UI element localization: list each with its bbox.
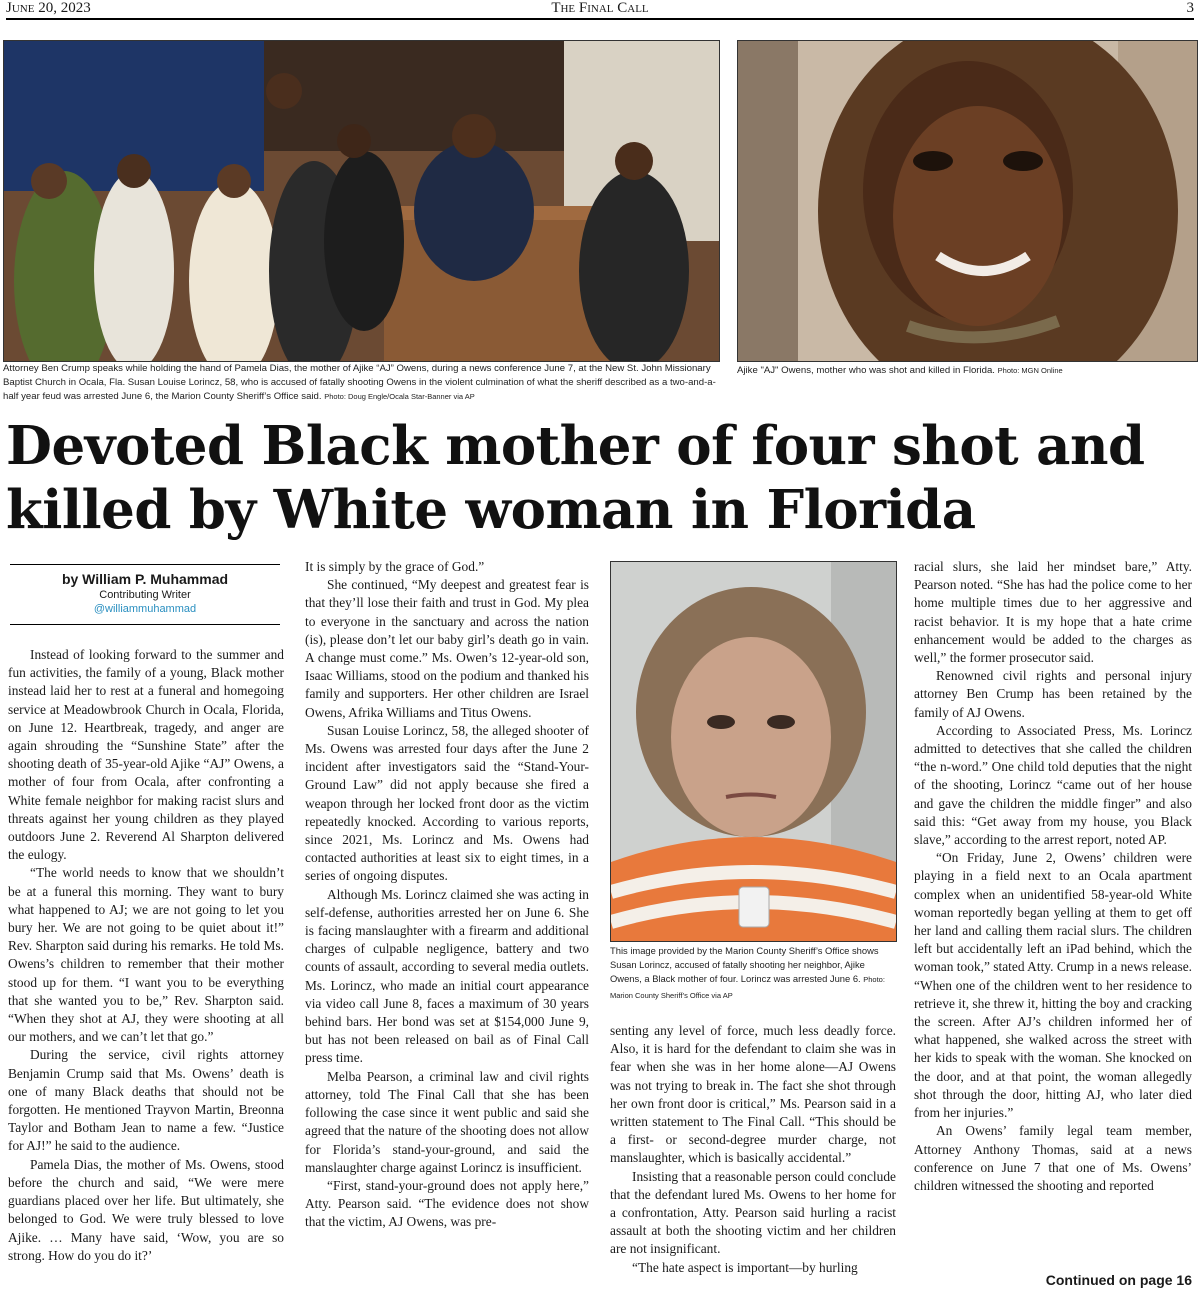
paragraph: Although Ms. Lorincz claimed she was acting in self-defense, authorities arrested her on June 6. She is facing manslaughter with a firearm and additional charges of culpable negligence, battery and two counts of assault, according to several media outlets. Ms. Lorincz, who made an initial court appearance via video call June 8, faces a maximum of 30 years behind bars. Her bond was set at $154,000 June 9, but has not been released on bail as of Final Call press time. [305,886,589,1066]
masthead [6,0,1194,20]
author-handle: @williammuhammad [93,603,197,615]
article-column-4 [914,558,1192,1195]
paragraph: It is simply by the grace of God.” [305,559,485,574]
paragraph: Insisting that a reasonable person could conclude that the defendant lured Ms. Owens to her home for a confrontation, Atty. Pearson said hurling a racist assault at both the shooting victim and her children are not insignificant. [610,1168,896,1257]
portrait-photo [737,40,1198,362]
press-conference-photo [3,40,720,362]
photo-credit: Photo: MGN Online [997,366,1063,375]
author-name: by William P. Muhammad [61,571,229,587]
photo-credit: Photo: Marion County Sheriff’s Office via AP [610,975,885,1000]
issue-date: June 20, 2023 [6,0,91,16]
paragraph: According to Associated Press, Ms. Lorincz admitted to detectives that she called the children “the n-word.” One child told deputies that the night of the shooting, Lorincz “came out of her house and gave the children the middle finger” and also said this: “Get away from my house, you Black slave,” according to the arrest report, noted AP. [914,722,1192,848]
paragraph: “The hate aspect is important—by hurling [632,1259,858,1275]
paragraph: She continued, “My deepest and greatest fear is that they’ll lose their faith and trust in God. My plea to everyone in the sanctuary and across the nation (is), please don’t let our baby girl’s death go in vain. A change must come.” Ms. Owen’s 12-year-old son, Isaac Williams, stood on the podium and thanked his family and supporters. Her other children are Israel Owens, Afrika Williams and Titus Owens. [305,577,589,720]
paragraph: senting any level of force, much less deadly force. Also, it is hard for the defendant to claim she was in fear when she was in her home alone—AJ Owens was not trying to break in. The fact she shot through her own front door is critical,” Ms. Pearson said in a written statement to The Final Call. “This should be a first- or second-degree murder charge, not manslaughter, which is basically accidental.” [610,1023,896,1166]
press-conference-caption [3,362,718,404]
author-role: Contributing Writer [99,589,191,601]
photo-credit: Photo: Doug Engle/Ocala Star-Banner via AP [324,392,475,401]
paragraph: “The world needs to know that we shouldn’t be at a funeral this morning. They want to bury what happened to AJ; we are not going to let you bury her. We are not going to be quiet about it!” Rev. Sharpton said during his remarks. He told Ms. Owens’s children to remember that their mother stood up for them. “I want you to be everything that she wanted you to be,” Rev. Sharpton said. “When they shot at AJ, they were shooting at all our mothers, and we can’t let that go.” [8,865,284,1045]
paragraph: Pamela Dias, the mother of Ms. Owens, stood before the church and said, “We were mere guardians placed over her life. But ultimately, she belonged to God. We were truly blessed to love Ajike. … Many have said, ‘Wow, you are so strong. How do you do it?’ [8,1156,284,1263]
paragraph: Susan Louise Lorincz, 58, the alleged shooter of Ms. Owens was arrested four days after the June 2 incident after investigators said the “Stand-Your-Ground Law” did not apply because she fired a weapon through her locked front door as the victim repeatedly knocked. According to various reports, since 2021, Ms. Lorincz and Ms. Owens had contacted authorities at least six to eight times, in a series of ongoing disputes. [305,722,589,884]
mugshot-photo [610,561,897,942]
paragraph: racial slurs, she laid her mindset bare,” Atty. Pearson noted. “She has had the police come to her home multiple times due to her aggressive and racist behavior. It is my hope that a hate crime enhancement would be added to the charges as well,” the former prosecutor said. [914,559,1192,666]
headline: Devoted Black mother of four shot and killed by White woman in Florida [6,415,1145,541]
article-column-3 [610,1022,896,1277]
caption-text: Attorney Ben Crump speaks while holding the hand of Pamela Dias, the mother of Ajike “AJ” Owens, during a news conference June 7, at the New St. John Missionary Baptist Church in Ocala, Fla. Susan Louise Lorincz, 58, who is accused of fatally shooting Owens in the violent culmination of what the sheriff described as a two-and-a-half year feud was arrested June 6, the Marion County Sheriff’s Office said. [3,363,716,402]
byline [10,564,280,625]
paragraph: “First, stand-your-ground does not apply here,” Atty. Pearson said. “The evidence does not show that the victim, AJ Owens, was pre- [305,1177,589,1230]
paragraph: Melba Pearson, a criminal law and civil rights attorney, told The Final Call that she has been following the case since it went public and said she agreed that the nature of the shooting does not allow for Florida’s stand-your-ground, and said the manslaughter charge against Lorincz is insufficient. [305,1068,589,1175]
portrait-caption [737,364,1196,378]
paragraph: “On Friday, June 2, Owens’ children were playing in a field next to an Ocala apartment complex when an unidentified 58-year-old White woman reportedly began yelling at them to get off her land and calling them racial slurs. The children left but accidentally left an iPad behind, which the woman took,” stated Atty. Crump in a news release. “When one of the children went to her residence to retrieve it, she threw it, hitting the boy and cracking the screen. After AJ’s children informed her of what happened, she walked across the street with her kids to speak with the woman. She knocked on the door, and at that point, the woman allegedly shot through the door, hitting AJ, who later died from her injuries.” [914,850,1192,1121]
paragraph: Instead of looking forward to the summer and fun activities, the family of a young, Black mother instead laid her to rest at a funeral and homegoing service at Meadowbrook Church in Ocala, Florida, on June 12. Heartbreak, tragedy, and anger are again shrouding the “Sunshine State” after the shooting death of 35-year-old Ajike “AJ” Owens, a mother of four from Ocala, after confronting a White female neighbor for making racist slurs and threats against her young children as they played outdoors June 2. Reverend Al Sharpton delivered the eulogy. [8,647,284,863]
page-number: 3 [1186,0,1194,16]
publication-name: The Final Call [551,0,649,16]
paragraph: Renowned civil rights and personal injury attorney Ben Crump has been retained by the family of AJ Owens. [914,668,1192,720]
caption-text: This image provided by the Marion County Sheriff’s Office shows Susan Lorincz, accused of fatally shooting her neighbor, Ajike Owens, a Black mother of four. Lorincz was arrested June 6. [610,945,879,985]
article-column-1 [8,646,284,1265]
paragraph: During the service, civil rights attorney Benjamin Crump said that Ms. Owens’ death is one of many Black deaths that should not be forgotten. He mentioned Trayvon Martin, Breonna Taylor and Botham Jean to name a few. “Justice for AJ!” he said to the audience. [8,1047,284,1154]
paragraph: An Owens’ family legal team member, Attorney Anthony Thomas, said at a news conference on June 7 that one of Ms. Owens’ children witnessed the shooting and reported [914,1123,1192,1193]
mugshot-caption [610,944,897,1003]
article-column-2 [305,558,589,1232]
caption-text: Ajike "AJ" Owens, mother who was shot and killed in Florida. [737,365,995,376]
continued-jump-link[interactable]: Continued on page 16 [1045,1272,1192,1288]
